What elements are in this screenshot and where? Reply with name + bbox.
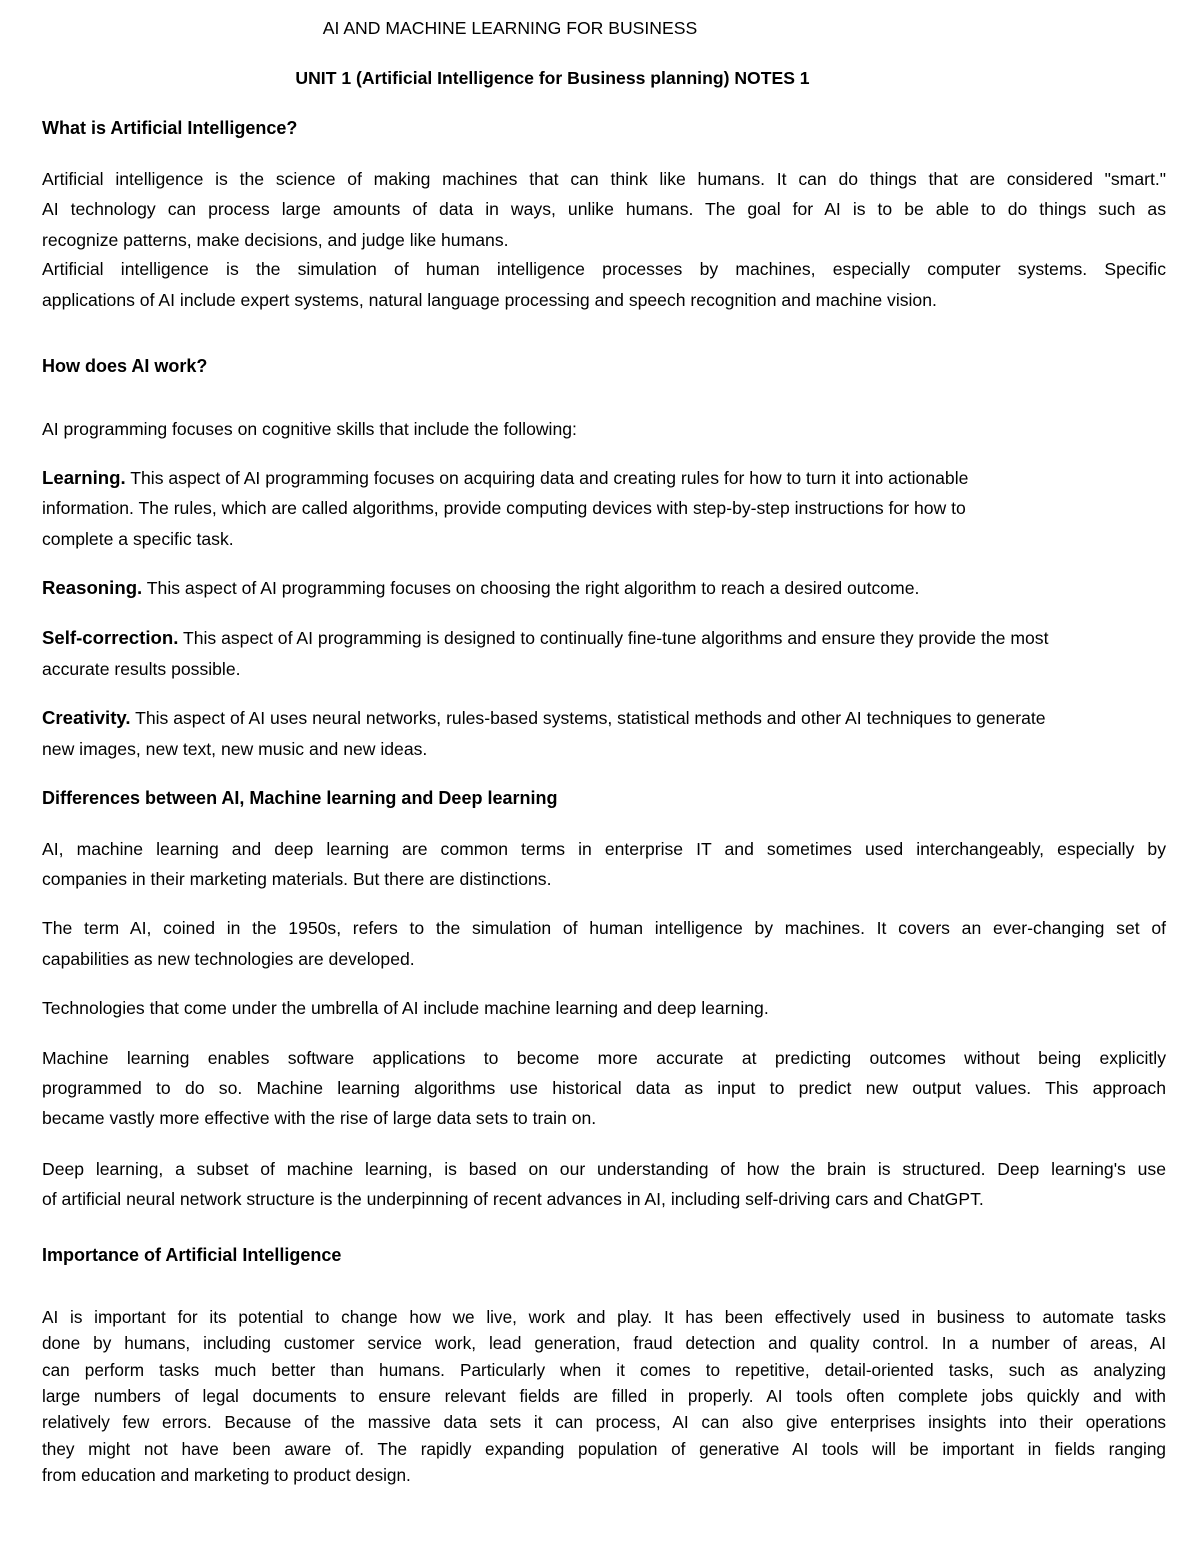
paragraph-line: companies in their marketing materials. But there are distinctions. [42, 869, 552, 889]
paragraph-line: accurate results possible. [42, 659, 241, 679]
section-heading-differences: Differences between AI, Machine learning and Deep learning [42, 788, 558, 808]
paragraph-line: from education and marketing to product design. [42, 1465, 411, 1485]
term-description: This aspect of AI uses neural networks, rules-based systems, statistical methods and other AI techniques to generate [130, 708, 1046, 728]
paragraph-line: became vastly more effective with the rise of large data sets to train on. [42, 1108, 597, 1128]
document-subtitle: UNIT 1 (Artificial Intelligence for Business planning) NOTES 1 [295, 68, 810, 88]
section-heading-importance: Importance of Artificial Intelligence [42, 1245, 342, 1265]
term-creativity: Creativity. [42, 707, 131, 728]
paragraph-line: AI is important for its potential to change how we live, work and play. It has been effectively used in business to automate tasks [42, 1307, 1166, 1327]
paragraph-line: done by humans, including customer service work, lead generation, fraud detection and quality control. In a number of areas, AI [42, 1333, 1166, 1353]
term-reasoning: Reasoning. [42, 577, 143, 598]
paragraph-line: programmed to do so. Machine learning algorithms use historical data as input to predict new output values. This approach [42, 1078, 1166, 1098]
term-self-correction: Self-correction. [42, 627, 179, 648]
paragraph-line: The term AI, coined in the 1950s, refers to the simulation of human intelligence by machines. It covers an ever-changing set of [42, 918, 1166, 938]
paragraph-line: information. The rules, which are called algorithms, provide computing devices with step-by-step instructions for how to [42, 498, 966, 518]
section-heading-what-is-ai: What is Artificial Intelligence? [42, 118, 298, 138]
paragraph-line: they might not have been aware of. The rapidly expanding population of generative AI tools will be important in fields ranging [42, 1439, 1166, 1459]
term-description: This aspect of AI programming focuses on choosing the right algorithm to reach a desired outcome. [142, 578, 920, 598]
paragraph-line: Deep learning, a subset of machine learning, is based on our understanding of how the brain is structured. Deep learning's use [42, 1159, 1166, 1179]
paragraph-line: new images, new text, new music and new ideas. [42, 739, 428, 759]
paragraph-line: large numbers of legal documents to ensure relevant fields are filled in properly. AI tools often complete jobs quickly and with [42, 1386, 1166, 1406]
paragraph-line: complete a specific task. [42, 529, 234, 549]
paragraph-line: AI, machine learning and deep learning are common terms in enterprise IT and sometimes used interchangeably, especially by [42, 839, 1166, 859]
paragraph-line: capabilities as new technologies are developed. [42, 949, 415, 969]
paragraph-line: Artificial intelligence is the science of making machines that can think like humans. It can do things that are considered "smart." [42, 169, 1166, 189]
paragraph-line: Technologies that come under the umbrella of AI include machine learning and deep learning. [42, 998, 769, 1018]
paragraph-line: AI technology can process large amounts of data in ways, unlike humans. The goal for AI is to be able to do things such as [42, 199, 1166, 219]
list-item-creativity [42, 707, 1166, 729]
list-item-reasoning [42, 577, 1166, 599]
paragraph-line: relatively few errors. Because of the massive data sets it can process, AI can also give enterprises insights into their operations [42, 1412, 1166, 1432]
paragraph-line: can perform tasks much better than humans. Particularly when it comes to repetitive, detail-oriented tasks, such as analyzing [42, 1360, 1166, 1380]
paragraph-line: of artificial neural network structure is the underpinning of recent advances in AI, including self-driving cars and ChatGPT. [42, 1189, 984, 1209]
paragraph-line: recognize patterns, make decisions, and judge like humans. [42, 230, 509, 250]
list-item-self-correction [42, 627, 1166, 649]
paragraph-line: Machine learning enables software applications to become more accurate at predicting outcomes without being explicitly [42, 1048, 1166, 1068]
paragraph-line: applications of AI include expert systems, natural language processing and speech recognition and machine vision. [42, 290, 937, 310]
section-heading-how-ai-works: How does AI work? [42, 356, 208, 376]
paragraph-line: Artificial intelligence is the simulation of human intelligence processes by machines, especially computer systems. Specific [42, 259, 1166, 279]
list-item-learning [42, 467, 1166, 489]
paragraph-line: AI programming focuses on cognitive skills that include the following: [42, 419, 577, 439]
term-description: This aspect of AI programming focuses on acquiring data and creating rules for how to turn it into actionable [125, 468, 969, 488]
term-description: This aspect of AI programming is designed to continually fine-tune algorithms and ensure they provide the most [178, 628, 1049, 648]
document-title: AI AND MACHINE LEARNING FOR BUSINESS [322, 18, 698, 38]
term-learning: Learning. [42, 467, 126, 488]
